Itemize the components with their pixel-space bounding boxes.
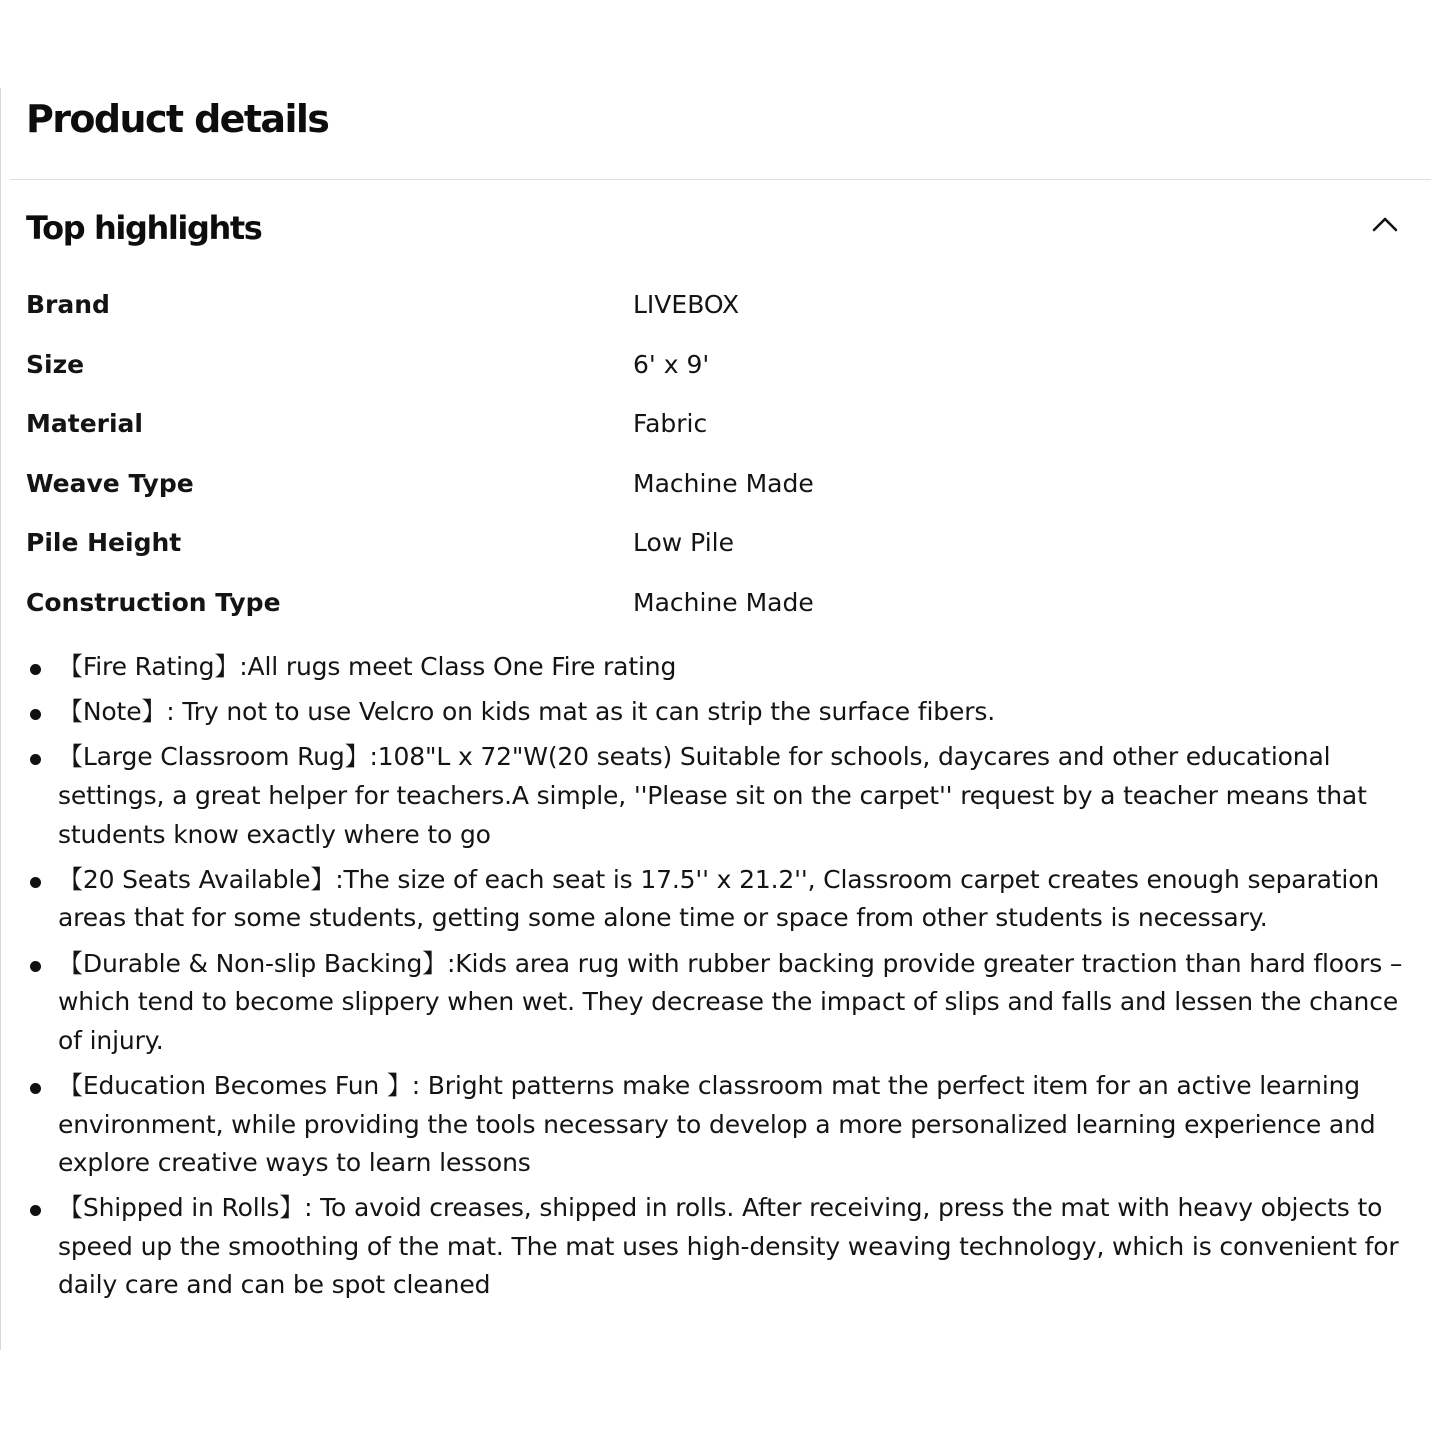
- bullet-text: 【20 Seats Available】:The size of each seat is 17.5'' x 21.2'', Classroom carpet creates enough separation areas that for some students, getting some alone time or space from other students is necessary.: [58, 864, 1380, 933]
- spec-label: Weave Type: [26, 468, 194, 498]
- spec-label: Size: [26, 349, 85, 379]
- list-item: [0, 861, 1440, 938]
- spec-row-construction-type: [26, 583, 1426, 643]
- top-highlights-header[interactable]: [0, 200, 1440, 264]
- spec-value: Machine Made: [633, 587, 814, 617]
- list-item: [0, 648, 1440, 687]
- bullet-dot-icon: [30, 877, 41, 888]
- bullet-dot-icon: [30, 1083, 41, 1094]
- bullet-text: 【Education Becomes Fun 】: Bright patterns make classroom mat the perfect item for an active learning environment, while providing the tools necessary to develop a more personalized learning experience and explore creative ways to learn lessons: [58, 1070, 1376, 1178]
- spec-label: Material: [26, 409, 143, 438]
- bullet-text: 【Large Classroom Rug】:108"L x 72"W(20 seats) Suitable for schools, daycares and other educational settings, a great helper for teachers.A simple, ''Please sit on the carpet'' request by a teacher means that students know exactly where to go: [58, 742, 1367, 849]
- spec-label: Pile Height: [26, 528, 182, 557]
- list-item: [0, 945, 1440, 1061]
- bullet-dot-icon: [30, 709, 41, 720]
- bullet-dot-icon: [30, 961, 41, 972]
- spec-row-size: [26, 345, 1426, 405]
- page-title: Product details: [26, 97, 329, 141]
- spec-row-pile-height: [26, 523, 1426, 583]
- bullet-dot-icon: [30, 754, 41, 765]
- divider: [10, 179, 1431, 180]
- spec-row-material: [26, 404, 1426, 464]
- list-item: [0, 693, 1440, 732]
- bullet-dot-icon: [30, 1205, 41, 1216]
- list-item: [0, 738, 1440, 854]
- spec-value: LIVEBOX: [633, 290, 740, 319]
- spec-label: Brand: [26, 290, 110, 319]
- list-item: [0, 1067, 1440, 1183]
- spec-value: Machine Made: [633, 468, 814, 498]
- highlights-list: [0, 648, 1440, 1312]
- spec-value: Fabric: [633, 409, 708, 438]
- spec-value: Low Pile: [633, 528, 734, 557]
- list-item: [0, 1189, 1440, 1305]
- chevron-up-icon[interactable]: [1370, 210, 1400, 240]
- bullet-text: 【Fire Rating】:All rugs meet Class One Fire rating: [58, 652, 677, 681]
- spec-value: 6' x 9': [633, 349, 710, 379]
- bullet-text: 【Note】: Try not to use Velcro on kids mat as it can strip the surface fibers.: [58, 697, 995, 727]
- spec-row-brand: [26, 285, 1426, 345]
- bullet-text: 【Durable & Non-slip Backing】:Kids area rug with rubber backing provide greater traction than hard floors – which tend to become slippery when wet. They decrease the impact of slips and falls and lessen the chance of injury.: [58, 948, 1403, 1055]
- spec-label: Construction Type: [26, 587, 281, 617]
- bullet-dot-icon: [30, 664, 41, 675]
- section-title: Top highlights: [26, 209, 262, 247]
- bullet-text: 【Shipped in Rolls】: To avoid creases, shipped in rolls. After receiving, press the mat with heavy objects to speed up the smoothing of the mat. The mat uses high-density weaving technology, which is convenient for daily care and can be spot cleaned: [58, 1193, 1399, 1300]
- specs-table: [26, 285, 1426, 642]
- spec-row-weave-type: [26, 464, 1426, 524]
